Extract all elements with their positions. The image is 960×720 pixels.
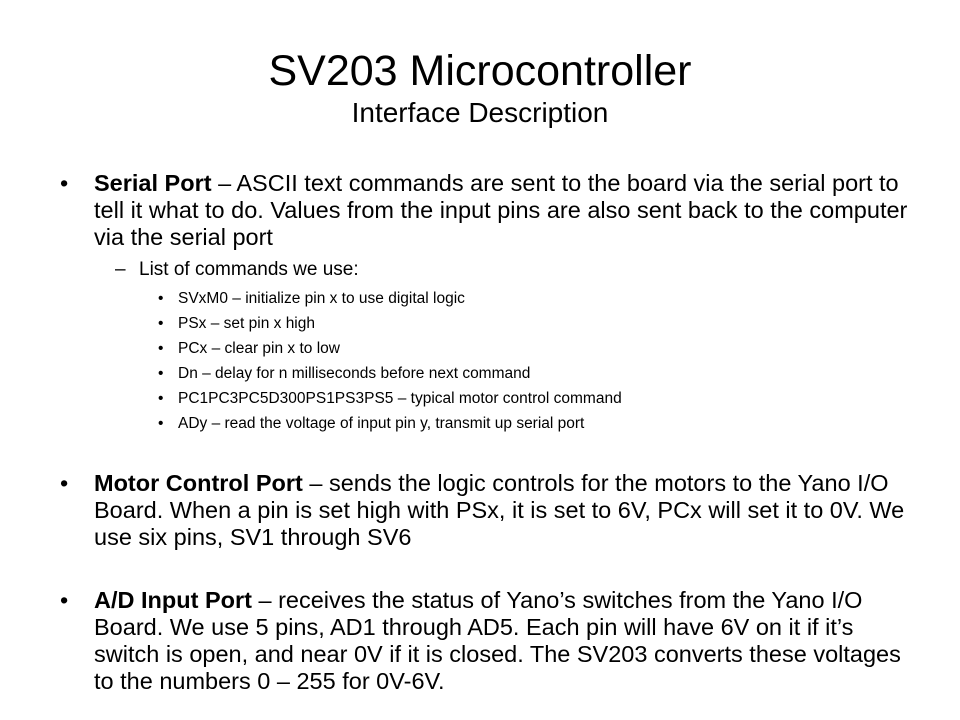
bullet-ad-input-port [60,587,920,695]
bullet-icon: • [158,290,164,307]
command-item [60,289,920,309]
command-text: SVxM0 – initialize pin x to use digital logic [178,290,465,307]
bullet-text: – receives the status of Yano’s switches from the Yano I/O Board. We use 5 pins, AD1 through AD5. Each pin will have 6V on it if it’s switch is open, and near 0V if it is closed. The SV203 converts these voltages to the numbers 0 – 255 for 0V-6V. [94,587,901,694]
command-text: PCx – clear pin x to low [178,340,340,357]
title-block [0,46,960,130]
command-text: ADy – read the voltage of input pin y, transmit up serial port [178,415,585,432]
dash-icon: – [115,259,126,280]
bullet-icon: • [60,170,69,196]
command-text: PC1PC3PC5D300PS1PS3PS5 – typical motor control command [178,390,622,407]
command-list [60,258,920,434]
bullet-icon: • [158,365,164,382]
bullet-icon: • [158,390,164,407]
slide-title: SV203 Microcontroller [268,47,692,95]
bullet-icon: • [60,470,69,496]
bullet-icon: • [158,415,164,432]
bullet-icon: • [158,340,164,357]
sub-bullet-label: List of commands we use: [139,259,359,280]
bullet-heading: Serial Port [94,170,212,196]
bullet-motor-control-port [60,470,920,551]
command-item [60,414,920,434]
slide-body [60,170,920,695]
command-text: PSx – set pin x high [178,315,315,332]
command-text: Dn – delay for n milliseconds before next command [178,365,531,382]
bullet-icon: • [158,315,164,332]
slide-subtitle: Interface Description [351,97,609,128]
bullet-heading: Motor Control Port [94,470,303,496]
command-item [60,389,920,409]
command-item [60,364,920,384]
bullet-serial-port [60,170,920,251]
command-item [60,314,920,334]
bullet-text: – sends the logic controls for the motors to the Yano I/O Board. When a pin is set high with PSx, it is set to 6V, PCx will set it to 0V. We use six pins, SV1 through SV6 [94,470,905,550]
bullet-icon: • [60,587,69,613]
bullet-text: – ASCII text commands are sent to the board via the serial port to tell it what to do. Values from the input pins are also sent back to the computer via the serial port [94,170,908,250]
bullet-heading: A/D Input Port [94,587,252,613]
command-item [60,339,920,359]
sub-bullet-commands [60,258,920,282]
